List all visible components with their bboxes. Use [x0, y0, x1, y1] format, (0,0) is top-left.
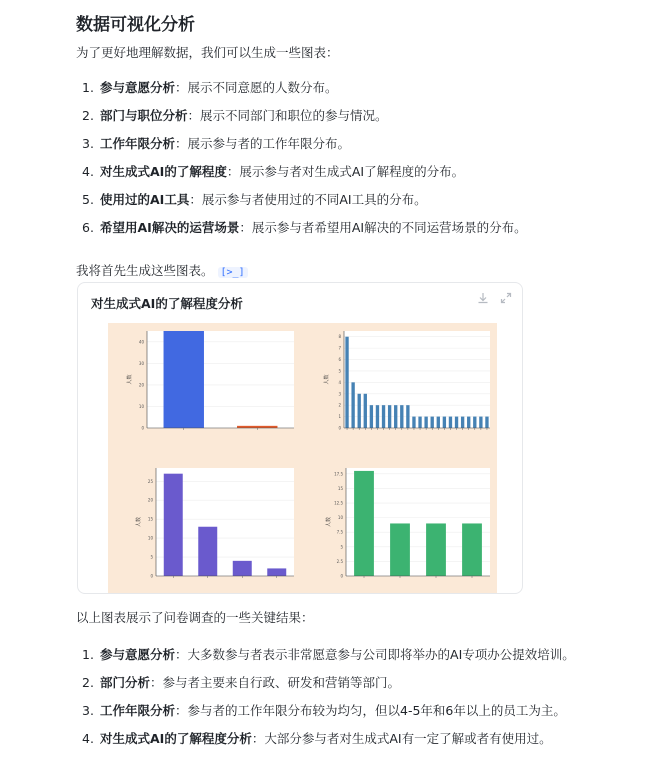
download-icon[interactable]: [475, 292, 491, 308]
list-item: [82, 78, 642, 106]
chart-2-bar: [382, 405, 385, 428]
chart-2-ytick-label: 3: [338, 391, 341, 397]
chart-2-bar: [400, 405, 403, 428]
list-item: [82, 190, 642, 218]
intro-text: 为了更好地理解数据，我们可以生成一些图表：: [76, 45, 339, 60]
chart-4-ytick-label: 17.5: [334, 471, 343, 477]
list-item-number: 1.: [82, 80, 94, 95]
list-item-title: 对生成式AI的了解程度: [100, 164, 227, 179]
list-item-title: 工作年限分析: [100, 136, 176, 151]
chart-4-ytick-label: 10: [337, 515, 343, 521]
list-item-text: ：展示不同部门和职位的参与情况。: [187, 108, 388, 123]
chart-1-ytick-label: 0: [141, 425, 144, 431]
list-item: [82, 162, 642, 190]
chart-2-ytick-label: 2: [338, 402, 341, 408]
list-item-text: ：参与者的工作年限分布较为均匀，但以4-5年和6年以上的员工为主。: [175, 703, 566, 718]
chart-plan-list: [82, 78, 642, 246]
chart-4-ytick-label: 2.5: [336, 558, 343, 564]
section-heading: 数据可视化分析: [76, 15, 195, 35]
chart-2-bar: [358, 394, 361, 428]
chart-1-bar: [237, 426, 277, 428]
list-item-number: 2.: [82, 675, 94, 690]
list-item-number: 5.: [82, 192, 94, 207]
chart-4-ytick-label: 15: [337, 485, 343, 491]
chart-2-bar: [412, 417, 415, 428]
list-item: [82, 701, 642, 729]
chart-4-bar: [354, 471, 374, 576]
result-list: [82, 645, 642, 757]
chart-figure-svg: [108, 323, 497, 593]
chart-3-ytick-label: 25: [147, 478, 153, 484]
chart-2-bar: [449, 417, 452, 428]
list-item: [82, 673, 642, 701]
chart-2-bar: [388, 405, 391, 428]
chart-4-ytick-label: 0: [340, 573, 343, 579]
chart-2-bar: [479, 417, 482, 428]
chart-4-ytick-label: 7.5: [336, 529, 343, 535]
chart-3-ytick-label: 0: [150, 573, 153, 579]
chart-2-bar: [345, 337, 348, 428]
list-item-title: 部门分析: [100, 675, 151, 690]
list-item-title: 参与意愿分析: [100, 80, 176, 95]
list-item-text: ：参与者主要来自行政、研发和营销等部门。: [150, 675, 401, 690]
chart-2-bar: [351, 382, 354, 428]
chart-2-bar: [455, 417, 458, 428]
chart-2-bar: [364, 394, 367, 428]
chart-3-bar: [267, 568, 286, 576]
chart-3-ytick-label: 15: [147, 516, 153, 522]
chart-figure: [108, 323, 497, 593]
chart-2-bar: [431, 417, 434, 428]
chart-card-title: 对生成式AI的了解程度分析: [91, 296, 243, 311]
chart-2-ytick-label: 5: [338, 368, 341, 374]
chart-4-ylabel: 人数: [326, 516, 332, 528]
chart-4-bar: [390, 523, 410, 576]
chart-card: [77, 282, 523, 594]
chart-3-bar: [164, 474, 183, 576]
list-item-text: ：大部分参与者对生成式AI有一定了解或者有使用过。: [251, 731, 552, 746]
list-item: [82, 645, 642, 673]
list-item: [82, 218, 642, 246]
chart-4-ytick-label: 5: [340, 544, 343, 550]
chart-2-bar: [406, 405, 409, 428]
chart-3-bar: [233, 561, 252, 576]
chart-3-ytick-label: 5: [150, 554, 153, 560]
chart-2-bar: [394, 405, 397, 428]
list-item-title: 希望用AI解决的运营场景: [100, 220, 240, 235]
list-item-number: 4.: [82, 731, 94, 746]
list-item-number: 2.: [82, 108, 94, 123]
chart-1-ytick-label: 20: [138, 382, 144, 388]
list-item-text: ：展示参与者使用过的不同AI工具的分布。: [189, 192, 427, 207]
list-item-number: 6.: [82, 220, 94, 235]
chart-1-ytick-label: 40: [138, 339, 144, 345]
chart-2-bar: [485, 417, 488, 428]
chart-4-ytick-label: 12.5: [334, 500, 343, 506]
chart-2-bar: [370, 405, 373, 428]
chart-2-bar: [443, 417, 446, 428]
list-item: [82, 106, 642, 134]
chart-1-ytick-label: 30: [138, 360, 144, 366]
list-item-title: 使用过的AI工具: [100, 192, 190, 207]
chart-2-ytick-label: 6: [338, 357, 341, 363]
chart-2-bar: [473, 417, 476, 428]
chart-4-bar: [426, 523, 446, 576]
chart-2-bar: [437, 417, 440, 428]
chart-2-bar: [424, 417, 427, 428]
chart-2-ytick-label: 8: [338, 334, 341, 340]
chart-3-bar: [198, 527, 217, 576]
chart-2-bar: [418, 417, 421, 428]
list-item: [82, 134, 642, 162]
chart-3-ylabel: 人数: [136, 516, 142, 528]
lead-label: 我将首先生成这些图表。: [76, 263, 214, 278]
list-item-number: 4.: [82, 164, 94, 179]
chart-2-bar: [376, 405, 379, 428]
summary-text: 以上图表展示了问卷调查的一些关键结果：: [76, 610, 314, 625]
chart-2-ytick-label: 4: [338, 379, 341, 385]
chart-2-bar: [467, 417, 470, 428]
chart-3-ytick-label: 20: [147, 497, 153, 503]
chart-2-ytick-label: 0: [338, 425, 341, 431]
list-item-title: 对生成式AI的了解程度分析: [100, 731, 252, 746]
chart-3-ytick-label: 10: [147, 535, 153, 541]
chart-1-ytick-label: 10: [138, 403, 144, 409]
list-item-number: 3.: [82, 703, 94, 718]
chart-2-ytick-label: 7: [338, 345, 341, 351]
list-item-text: ：展示参与者的工作年限分布。: [175, 136, 351, 151]
list-item-text: ：展示不同意愿的人数分布。: [175, 80, 338, 95]
list-item-number: 3.: [82, 136, 94, 151]
chart-1-ylabel: 人数: [127, 374, 133, 385]
chart-4-bar: [462, 523, 482, 576]
list-item-title: 工作年限分析: [100, 703, 176, 718]
list-item-text: ：大多数参与者表示非常愿意参与公司即将举办的AI专项办公提效培训。: [175, 647, 575, 662]
code-execution-chip[interactable]: [>_]: [218, 267, 248, 278]
lead-text: [76, 261, 248, 279]
list-item-title: 部门与职位分析: [100, 108, 188, 123]
list-item-text: ：展示参与者希望用AI解决的不同运营场景的分布。: [239, 220, 527, 235]
list-item-title: 参与意愿分析: [100, 647, 176, 662]
list-item-text: ：展示参与者对生成式AI了解程度的分布。: [226, 164, 465, 179]
chart-2-ylabel: 人数: [324, 374, 330, 385]
list-item: [82, 729, 642, 757]
chart-1-bar: [164, 331, 204, 428]
chart-2-bar: [461, 417, 464, 428]
expand-icon[interactable]: [498, 292, 514, 308]
list-item-number: 1.: [82, 647, 94, 662]
chart-2-ytick-label: 1: [338, 414, 341, 420]
